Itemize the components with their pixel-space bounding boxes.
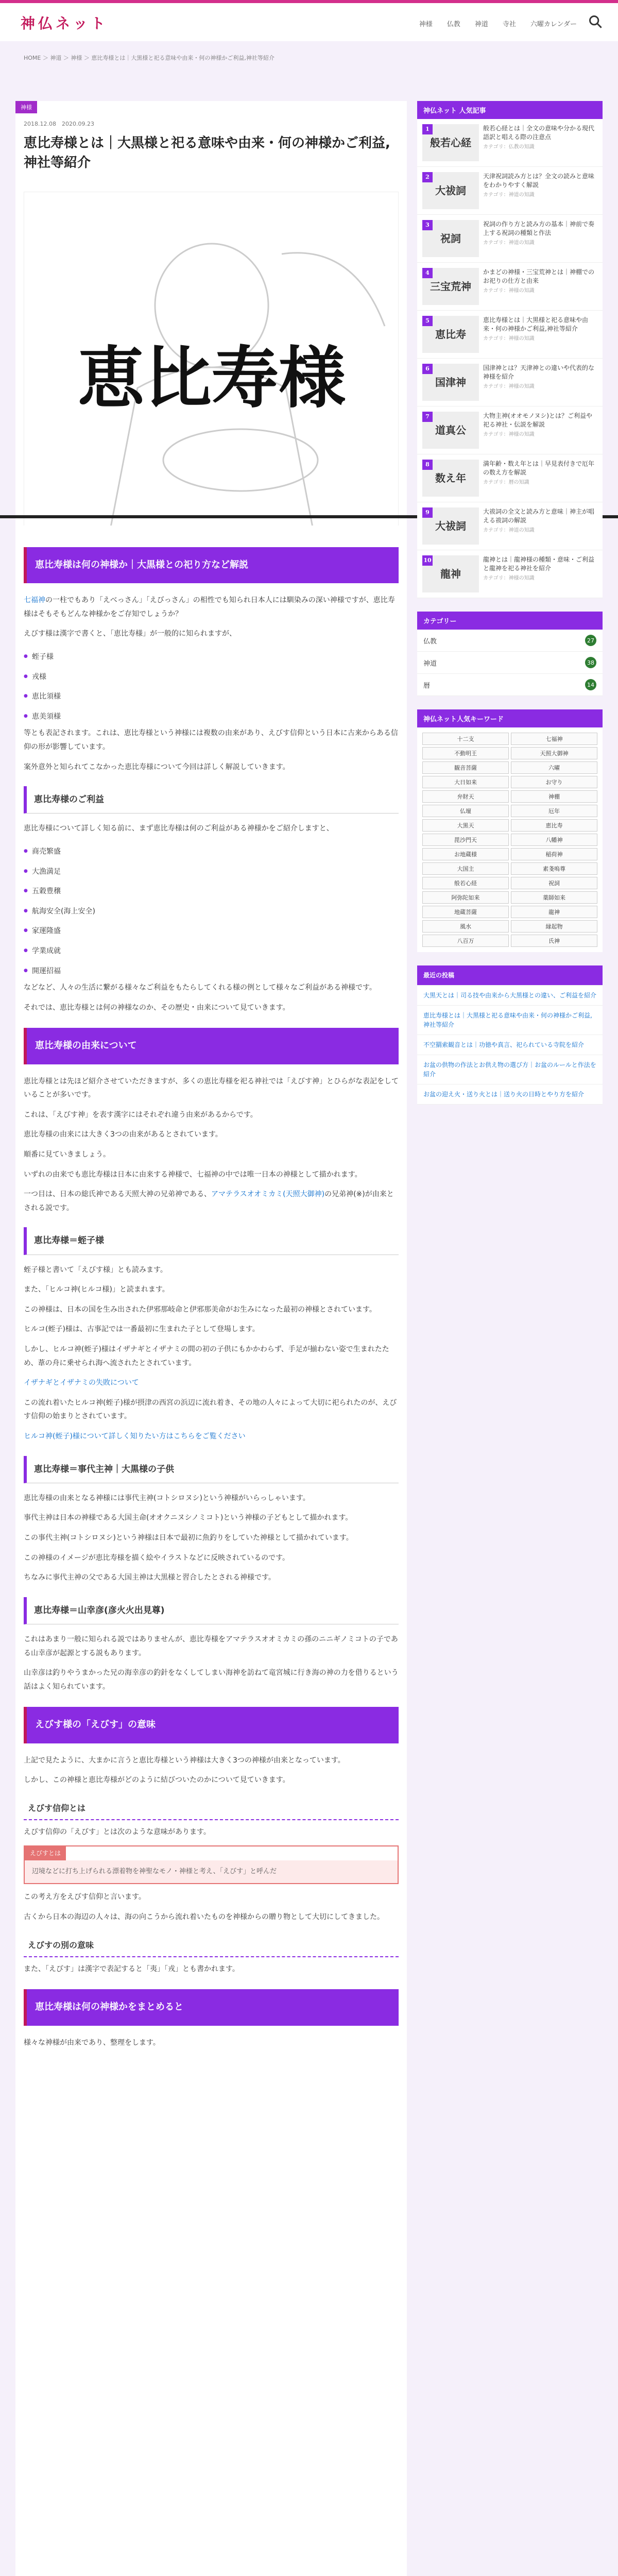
recent-post-link[interactable]: 大黒天とは｜司る技や由来から大黒様との違い、ご利益を紹介	[417, 986, 603, 1006]
ranking-item[interactable]: 5 恵比寿 恵比寿様とは｜大黒様と祀る意味や由来・何の神様かご利益,神社等紹介 カテゴリ：神様の知識	[417, 311, 603, 359]
ranking-item[interactable]: 3 祝詞 祝詞の作り方と読み方の基本｜神前で奏上する祝詞の種類と作法 カテゴリ：神道の知識	[417, 215, 603, 263]
keyword-widget	[417, 709, 603, 952]
tag-link[interactable]: 風水	[422, 920, 509, 933]
article-thumbnail[interactable]: 7 道真公	[422, 412, 479, 449]
search-icon[interactable]	[588, 14, 603, 29]
heading-3: 恵比寿様＝事代主神｜大黒様の子供	[24, 1456, 399, 1483]
list-item: ● 商売繁盛	[24, 842, 399, 862]
inline-link[interactable]: 七福神	[24, 596, 45, 605]
heading-4: えびすの別の意味	[24, 1935, 399, 1957]
paragraph: 恵比寿様とは先ほど紹介させていただきますが、多くの恵比寿様を祀る神社では「えびす神」とひらがな表記をしていることが多いです。	[24, 1077, 399, 1099]
recent-posts-widget	[417, 965, 603, 1105]
article-thumbnail[interactable]: 9 大祓詞	[422, 507, 479, 545]
nav-item[interactable]: 寺社	[502, 21, 516, 28]
category-widget	[417, 612, 603, 696]
list-item: ● 恵比須様	[24, 687, 399, 707]
tag-link[interactable]: 素戔嗚尊	[511, 862, 597, 875]
inline-link[interactable]: アマテラスオオミカミ(天照大御神)	[211, 1190, 325, 1199]
heading-2: 恵比寿様の由来について	[24, 1028, 399, 1064]
tag-link[interactable]: 大日如来	[422, 776, 509, 788]
article-thumbnail[interactable]: 5 恵比寿	[422, 316, 479, 353]
category-item[interactable]: 暦 14	[417, 674, 603, 696]
heading-2: えびす様の「えびす」の意味	[24, 1707, 399, 1743]
ranking-item[interactable]: 9 大祓詞 大祓詞の全文と読み方と意味｜神主が唱える祓詞の解説 カテゴリ：神道の知識	[417, 502, 603, 550]
tag-link[interactable]: 大黒天	[422, 819, 509, 832]
site-header	[0, 0, 618, 41]
box-text: 辺境などに打ち上げられる漂着物を神聖なモノ・神様と考え、「えびす」と呼んだ	[25, 1860, 398, 1884]
ranking-item[interactable]: 8 数え年 満年齢・数え年とは｜早見表付きで厄年の数え方を解説 カテゴリ：暦の知識	[417, 454, 603, 502]
hero-title-text: 恵比寿様	[77, 338, 346, 417]
paragraph: それでは、恵比寿様とは何の神様なのか、その歴史・由来について見ていきます。	[24, 1003, 290, 1012]
article-thumbnail[interactable]: 6 国津神	[422, 364, 479, 401]
paragraph: 等とも表記されます。これは、恵比寿様という神様には複数の由来があり、えびす信仰という日本に古来からある信仰の形が影響しています。	[24, 729, 398, 751]
definition-box	[24, 1845, 399, 1884]
paragraph: この考え方をえびす信仰と言います。	[24, 1893, 146, 1902]
paragraph: この神様は、日本の国を生み出された伊邪那岐命と伊邪那美命がお生みになった最初の神様とされています。	[24, 1305, 376, 1314]
heading-3: 恵比寿様＝山幸彦(彦火火出見尊)	[24, 1597, 399, 1624]
paragraph: 恵比寿様について詳しく知る前に、まず恵比寿様は何のご利益がある神様かをご紹介しますと、	[24, 824, 334, 833]
paragraph: 順番に見ていきましょう。	[24, 1150, 110, 1159]
widget-title: 神仏ネット人気キーワード	[417, 709, 603, 727]
heading-2: 恵比寿様は何の神様かをまとめると	[24, 1989, 399, 2025]
article-thumbnail[interactable]: 2 大祓詞	[422, 172, 479, 209]
tag-link[interactable]: 神棚	[511, 790, 597, 803]
widget-title: カテゴリー	[417, 612, 603, 630]
paragraph: いずれの由来でも恵比寿様は日本に由来する神様で、七福神の中では唯一日本の神様として描かれます。	[24, 1170, 362, 1179]
post-dates: 2018.12.08 2020.09.23	[24, 121, 94, 127]
related-link[interactable]: イザナギとイザナミの失敗について	[24, 1379, 139, 1387]
tag-cloud	[417, 727, 603, 952]
ranking-item[interactable]: 6 国津神 国津神とは？天津神との違いや代表的な神様を紹介 カテゴリ：神様の知識	[417, 359, 603, 406]
paragraph: また、「えびす」は漢字で表記すると「夷」「戎」とも書かれます。	[24, 1964, 239, 1973]
article-thumbnail[interactable]: 4 三宝荒神	[422, 268, 479, 305]
page-title: 恵比寿様とは｜大黒様と祀る意味や由来・何の神様かご利益,神社等紹介	[24, 135, 390, 171]
category-badge[interactable]: 神様	[15, 101, 37, 113]
paragraph: この流れ着いたヒルコ神(蛭子)様が摂津の西宮の浜辺に流れ着き、その地の人々によって大切に祀られたのが、えびす信仰の始まりとされています。	[24, 1398, 397, 1421]
paragraph: 上記で見たように、大まかに言うと恵比寿様という神様は大きく3つの神様が由来となっています。	[24, 1756, 345, 1765]
tag-link[interactable]: 薬師如来	[511, 891, 597, 904]
heading-2: 恵比寿様は何の神様か｜大黒様との祀り方など解説	[24, 547, 399, 583]
tag-link[interactable]: 仏壇	[422, 805, 509, 817]
ranking-widget	[417, 101, 603, 598]
tag-link[interactable]: 八幡神	[511, 834, 597, 846]
ranking-item[interactable]: 2 大祓詞 天津祝詞読み方とは？全文の読みと意味をわかりやすく解説 カテゴリ：神道の知識	[417, 167, 603, 215]
list-item: ● 学業成就	[24, 941, 399, 961]
ranking-item[interactable]: 4 三宝荒神 かまどの神様・三宝荒神とは｜神棚でのお祀りの仕方と由来 カテゴリ：神様の知識	[417, 263, 603, 311]
article-thumbnail[interactable]: 3 祝詞	[422, 220, 479, 257]
tag-link[interactable]: お守り	[511, 776, 597, 788]
tag-link[interactable]: 八百万	[422, 935, 509, 947]
tag-link[interactable]: 天照大御神	[511, 747, 597, 759]
paragraph: 事代主神は日本の神様である大国主命(オオクニヌシノミコト)という神様の子どもとして描かれます。	[24, 1514, 353, 1522]
tag-link[interactable]: 弁財天	[422, 790, 509, 803]
list-item: ● 五穀豊穣	[24, 882, 399, 902]
tag-link[interactable]: 地蔵菩薩	[422, 906, 509, 918]
heading-3: 恵比寿様のご利益	[24, 786, 399, 814]
recent-post-link[interactable]: 恵比寿様とは｜大黒様と祀る意味や由来・何の神様かご利益,神社等紹介	[417, 1006, 603, 1035]
list-item: ● 家運隆盛	[24, 921, 399, 941]
paragraph: などなど、人々の生活に繋がる様々なご利益をもたらしてくれる様の例として様々なご利益がある神様です。	[24, 984, 376, 992]
recent-post-link[interactable]: お盆の供物の作法とお供え物の選び方｜お盆のルールと作法を紹介	[417, 1055, 603, 1084]
tag-link[interactable]: 般若心経	[422, 877, 509, 889]
nav-item[interactable]: 六曜カレンダー	[530, 21, 577, 28]
heading-4: えびす信仰とは	[24, 1798, 399, 1820]
paragraph: えびす様は漢字で書くと、「恵比寿様」が一般的に知られますが、	[24, 630, 236, 638]
tag-link[interactable]: 恵比寿	[511, 819, 597, 832]
sidebar	[417, 101, 603, 1118]
paragraph: これは、「えびす神」を表す漢字にはそれぞれ違う由来があるからです。	[24, 1110, 258, 1119]
tag-link[interactable]: 厄年	[511, 805, 597, 817]
nav-item[interactable]: 神道	[474, 21, 488, 28]
list-item: ● 恵美須様	[24, 707, 399, 727]
paragraph: しかし、この神様と恵比寿様がどのように結びついたのかについて見ていきます。	[24, 1776, 290, 1785]
widget-title: 神仏ネット 人気記事	[417, 101, 603, 119]
tag-link[interactable]: 不動明王	[422, 747, 509, 759]
tag-link[interactable]: 観音菩薩	[422, 761, 509, 774]
category-item[interactable]: 神道 38	[417, 652, 603, 674]
paragraph: また、「ヒルコ神(ヒルコ様)」と読まれます。	[24, 1285, 169, 1294]
tag-link[interactable]: 龍神	[511, 906, 597, 918]
paragraph: この事代主神(コトシロヌシ)という神様は日本で最初に魚釣りをしていた神様として描かれています。	[24, 1534, 353, 1543]
tag-link[interactable]: 大国主	[422, 862, 509, 875]
tag-link[interactable]: 七福神	[511, 733, 597, 745]
paragraph: 七福神の一柱でもあり「えべっさん」「えびっさん」の相性でも知られ日本人には馴染みの深い神様ですが、恵比寿様はそもそもどんな神様かをご存知でしょうか？	[24, 596, 395, 618]
ranking-item[interactable]: 10 龍神 龍神とは｜龍神様の種類・意味・ご利益と龍神を祀る神社を紹介 カテゴリ：神様の知識	[417, 550, 603, 598]
list-item: ● 蛭子様	[24, 647, 399, 667]
paragraph: 蛭子様と書いて「えびす様」とも読みます。	[24, 1265, 167, 1274]
list-item: ● 航海安全(海上安全)	[24, 902, 399, 922]
list-item: ● 戎様	[24, 667, 399, 687]
tag-link[interactable]: 毘沙門天	[422, 834, 509, 846]
tag-link[interactable]: 祝詞	[511, 877, 597, 889]
paragraph: ちなみに事代主神の父である大国主神は大黒様と習合したとされる神様です。	[24, 1573, 276, 1582]
paragraph: 恵比寿様の由来には大きく3つの由来があるとされています。	[24, 1130, 222, 1139]
bullet-list	[24, 647, 399, 726]
paragraph: 一つ目は、日本の総氏神である天照大神の兄弟神である、アマテラスオオミカミ(天照大御神)の兄弟神(※)が由来とされる説です。	[24, 1190, 394, 1212]
tag-link[interactable]: 十二支	[422, 733, 509, 745]
site-logo[interactable]: 神仏ネット	[21, 15, 109, 32]
tag-link[interactable]: 稲荷神	[511, 848, 597, 860]
paragraph: えびす信仰の「えびす」とは次のような意味があります。	[24, 1828, 211, 1837]
breadcrumb[interactable]: HOME ＞ 神道 ＞ 神様 ＞ 恵比寿様とは｜大黒様と祀る意味や由来・何の神様かご利益,神社等紹介	[24, 55, 274, 61]
tag-link[interactable]: 氏神	[511, 935, 597, 947]
heading-3: 恵比寿様＝蛭子様	[24, 1227, 399, 1255]
recent-post-link[interactable]: 不空羂索観音とは｜功徳や真言、祀られている寺院を紹介	[417, 1035, 603, 1055]
tag-link[interactable]: 六曜	[511, 761, 597, 774]
paragraph: 古くから日本の海辺の人々は、海の向こうから流れ着いたものを神様からの贈り物として大切にしてきました。	[24, 1912, 384, 1921]
category-item[interactable]: 仏教 27	[417, 630, 603, 652]
paragraph: しかし、ヒルコ神(蛭子)様はイザナギとイザナミの間の初の子供にもかかわらず、手足が揃わない姿で生まれたため、葦の舟に乗せられ海へ流されたとされています。	[24, 1345, 389, 1367]
hero-image	[24, 192, 399, 552]
list-item: ● 大漁満足	[24, 862, 399, 882]
bullet-list	[24, 842, 399, 981]
ranking-item[interactable]: 7 道真公 大物主神(オオモノヌシ)とは？ご利益や祀る神社・伝説を解説 カテゴリ：神様の知識	[417, 406, 603, 454]
article-thumbnail[interactable]: 1 般若心経	[422, 124, 479, 161]
article-thumbnail[interactable]: 10 龍神	[422, 555, 479, 592]
article-body	[15, 526, 407, 2576]
nav-item[interactable]: 仏教	[447, 21, 460, 28]
nav-item[interactable]: 神様	[419, 21, 433, 28]
related-link[interactable]: ヒルコ神(蛭子)様について詳しく知りたい方はこちらをご覧ください	[24, 1432, 246, 1440]
widget-title: 最近の投稿	[417, 965, 603, 986]
article-thumbnail[interactable]: 8 数え年	[422, 460, 479, 497]
tag-link[interactable]: 縁起物	[511, 920, 597, 933]
paragraph: これはあまり一般に知られる説ではありませんが、恵比寿様をアマテラスオオミカミの孫のニニギノミコトの子である山幸彦が起源とする説もあります。	[24, 1635, 398, 1657]
paragraph: 案外意外と知られてこなかった恵比寿様について今回は詳しく解説していきます。	[24, 762, 290, 771]
paragraph: この神様のイメージが恵比寿様を描く絵やイラストなどに反映されているのです。	[24, 1553, 290, 1562]
paragraph: ヒルコ(蛭子)様は、古事記では一番最初に生まれた子として登場します。	[24, 1325, 260, 1334]
box-label: えびすとは	[25, 1846, 66, 1860]
global-nav	[419, 19, 577, 28]
paragraph: 恵比寿様の由来となる神様には事代主神(コトシロヌシ)という神様がいらっしゃいます。	[24, 1494, 310, 1502]
paragraph: 様々な神様が由来であり、整理をします。	[24, 2038, 160, 2047]
list-item: ● 開運招福	[24, 961, 399, 981]
ranking-item[interactable]: 1 般若心経 般若心経とは｜全文の意味や分かる現代語訳と唱える際の注意点 カテゴリ：仏教の知識	[417, 119, 603, 167]
paragraph: 山幸彦は釣りやうまかった兄の海幸彦の釣針をなくしてしまい海神を訪ねて竜宮城に行き海の神の力を借りるという話はよく知られています。	[24, 1669, 399, 1691]
tag-link[interactable]: お地蔵様	[422, 848, 509, 860]
tag-link[interactable]: 阿弥陀如来	[422, 891, 509, 904]
recent-post-link[interactable]: お盆の迎え火・送り火とは｜送り火の日時とやり方を紹介	[417, 1084, 603, 1105]
